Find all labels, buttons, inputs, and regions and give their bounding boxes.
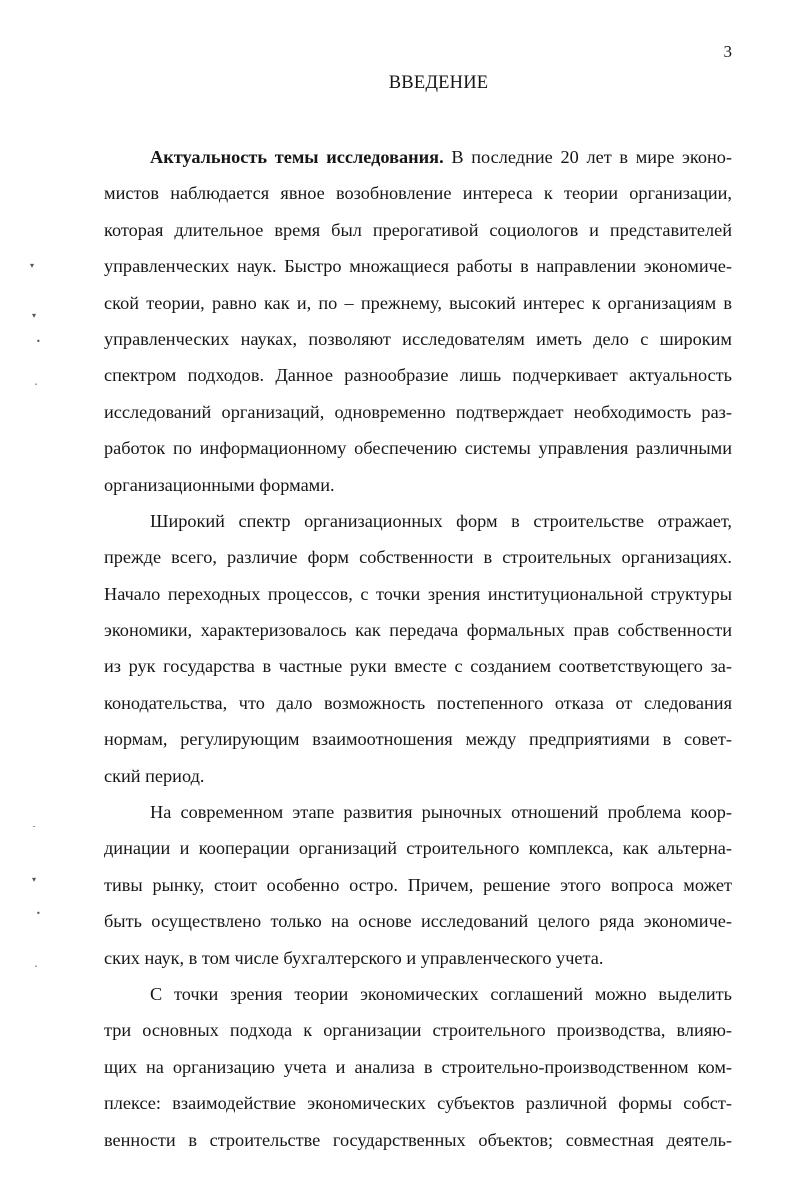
scan-speck-mark: ˇ: [34, 383, 38, 392]
text-line: мистов наблюдается явное возобновление интереса к теории организации,: [104, 183, 732, 204]
scan-speck-mark: ▾: [32, 875, 37, 884]
text-line: ской теории, равно как и, по – прежнему, высокий интерес к организациям в: [104, 292, 732, 313]
text-line: ский период.: [104, 765, 205, 786]
text-line: управленческих наук. Быстро множащиеся работы в направлении экономиче-: [104, 256, 732, 277]
text-line: работок по информационному обеспечению системы управления различными: [104, 438, 732, 459]
text-line: прежде всего, различие форм собственности в строительных организациях.: [104, 547, 732, 568]
page-number: 3: [723, 42, 732, 61]
paragraph-relevance: [104, 139, 732, 503]
text-line: быть осуществлено только на основе исследований целого ряда экономиче-: [104, 911, 732, 932]
scan-speck-mark: ˉ: [32, 825, 36, 834]
relevance-lead: Актуальность темы исследования.: [150, 147, 444, 167]
text-line: экономики, характеризовалось как передача формальных прав собственности: [104, 620, 732, 641]
text-line: плексе: взаимодействие экономических субъектов различной формы собст-: [104, 1093, 732, 1114]
paragraph-market-relations: [104, 794, 732, 976]
scan-speck-mark: ▾: [32, 311, 37, 320]
text-line: щих на организацию учета и анализа в строительно-производственном ком-: [104, 1056, 732, 1077]
text-line: исследований организаций, одновременно подтверждает необходимость раз-: [104, 401, 732, 422]
body-text: [104, 139, 732, 1158]
paragraph-economic-agreements: [104, 976, 732, 1158]
text-line: ских наук, в том числе бухгалтерского и управленческого учета.: [104, 947, 604, 968]
text-line: [104, 139, 732, 175]
page-title: ВВЕДЕНИЕ: [388, 73, 489, 93]
text-line: На современном этапе развития рыночных отношений проблема коор-: [150, 802, 732, 823]
scan-speck-mark: •: [36, 337, 41, 346]
text-line: конодательства, что дало возможность постепенного отказа от следования: [104, 692, 732, 713]
text-line: нормам, регулирующим взаимоотношения между предприятиями в совет-: [104, 729, 732, 750]
scan-speck-mark: ▾: [30, 261, 35, 270]
scan-margin-marks: [26, 0, 46, 1191]
relevance-lead-continuation: В последние 20 лет в мире эконо-: [443, 147, 733, 167]
text-line: Начало переходных процессов, с точки зрения институциональной структуры: [104, 583, 732, 604]
text-line: тивы рынку, стоит особенно остро. Причем, решение этого вопроса может: [104, 874, 732, 895]
text-line: С точки зрения теории экономических соглашений можно выделить: [150, 983, 732, 1004]
text-line: динации и кооперации организаций строительного комплекса, как альтерна-: [104, 838, 732, 859]
text-line: из рук государства в частные руки вместе с созданием соответствующего за-: [104, 656, 732, 677]
text-line: управленческих науках, позволяют исследователям иметь дело с широким: [104, 328, 732, 349]
text-line: Широкий спектр организационных форм в строительстве отражает,: [150, 510, 732, 531]
text-line: которая длительное время был прерогативой социологов и представителей: [104, 219, 732, 240]
scan-speck-mark: ˇ: [34, 965, 38, 974]
text-line: спектром подходов. Данное разнообразие лишь подчеркивает актуальность: [104, 365, 732, 386]
paragraph-organizational-forms: [104, 503, 732, 794]
text-line: организационными формами.: [104, 474, 335, 495]
scan-speck-mark: •: [36, 909, 41, 918]
text-line: венности в строительстве государственных объектов; совместная деятель-: [104, 1129, 732, 1150]
text-line: три основных подхода к организации строительного производства, влияю-: [104, 1020, 732, 1041]
